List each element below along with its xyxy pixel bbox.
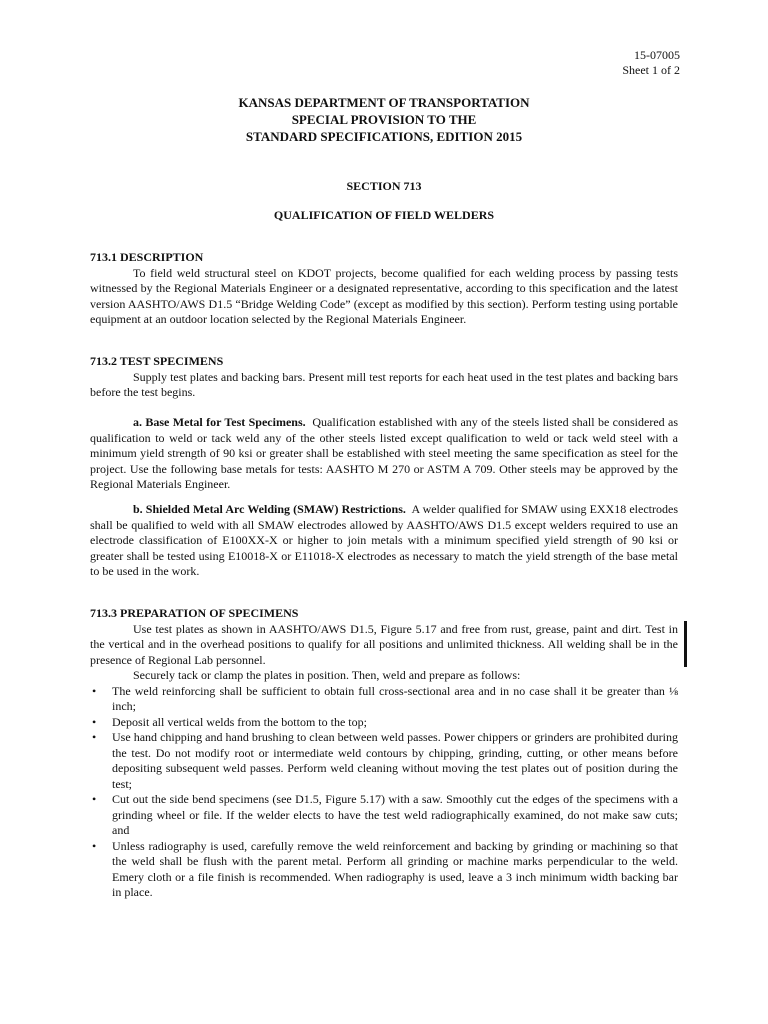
heading-713-1: 713.1 DESCRIPTION — [90, 250, 204, 264]
bullet-icon: • — [92, 683, 97, 698]
section-713-2 — [90, 354, 678, 401]
subsection-a-lead: a. Base Metal for Test Specimens. — [133, 415, 306, 429]
subsection-b-text: A welder qualified for SMAW using EXX18 electrodes shall be qualified to weld with all SMAW electrodes allowed by AASHTO/AWS D1.5 except welders required to use an electrode classification of E100XX-X or higher to join metals with a minimum specified yield strength of 90 ksi or greater shall be tested using E10018-X or E11018-X electrodes as necessary to match the yield strength of the base metal to be used in the work. — [90, 502, 678, 578]
bullet-icon: • — [92, 838, 97, 853]
list-item: • Use hand chipping and hand brushing to clean between weld passes. Power chippers or grinders are prohibited during the test. Do not modify root or intermediate weld contours by chipping, grinding, cutting, or other means before depositing subsequent weld passes. Perform weld cleaning without moving the test plates out of position during the test; — [92, 730, 678, 791]
bullet-icon: • — [92, 792, 97, 806]
heading-713-2: 713.2 TEST SPECIMENS — [90, 354, 224, 368]
subsection-b-lead: b. Shielded Metal Arc Welding (SMAW) Restrictions. — [133, 502, 406, 516]
title-line-1: KANSAS DEPARTMENT OF TRANSPORTATION — [238, 95, 530, 110]
preparation-paragraph-2: Securely tack or clamp the plates in position. Then, weld and prepare as follows: — [133, 668, 521, 682]
list-item: • Cut out the side bend specimens (see D1.5, Figure 5.17) with a saw. Smoothly cut the edges of the specimens with a grinding wheel or file. If the welder elects to have the test weld radiographically examined, do not make saw cuts; and — [92, 792, 678, 837]
section-number: SECTION 713 — [346, 179, 422, 193]
subsection-a-text: Qualification established with any of the steels listed shall be considered as qualification to weld or tack weld any of the other steels listed except qualification to weld or tack weld steel with a minimum yield strength of 90 ksi or greater shall be established with steel meeting the same specification as steel for the project. Use the following base metals for tests: AASHTO M 270 or ASTM A 709. Other steels may be approved by the Regional Materials Engineer. — [90, 415, 679, 491]
title-line-3: STANDARD SPECIFICATIONS, EDITION 2015 — [245, 129, 523, 144]
subsection-b — [90, 502, 678, 580]
list-item: • Unless radiography is used, carefully remove the weld reinforcement and backing by grinding or machining so that the weld shall be flush with the parent metal. Perform all grinding or machine marks perpendicular to the weld. Emery cloth or a file finish is recommended. When radiography is used, leave a 3 inch minimum width backing bar in place. — [92, 838, 678, 899]
section-title: QUALIFICATION OF FIELD WELDERS — [273, 208, 495, 222]
sheet-indicator: Sheet 1 of 2 — [622, 63, 680, 77]
bullet-icon: • — [92, 730, 97, 744]
preparation-paragraph-1: Use test plates as shown in AASHTO/AWS D1.5, Figure 5.17 and free from rust, grease, paint and dirt. Test in the vertical and in the overhead positions to qualify for all positions and unlimited thickness. All welding shall be in the presence of Regional Lab personnel. — [90, 621, 678, 667]
description-paragraph: To field weld structural steel on KDOT projects, become qualified for each welding process by passing tests witnessed by the Regional Materials Engineer or a designated representative, according to this specification and the latest version AASHTO/AWS D1.5 “Bridge Welding Code” (except as modified by this section). Perform testing using portable equipment at an outdoor location selected by the Regional Materials Engineer. — [90, 265, 678, 326]
heading-713-3: 713.3 PREPARATION OF SPECIMENS — [90, 606, 299, 620]
list-item: • The weld reinforcing shall be sufficient to obtain full cross-sectional area and in no case shall it be greater than ⅛ inch; — [92, 683, 678, 713]
list-item: • Deposit all vertical welds from the bottom to the top; — [92, 714, 367, 729]
document-number: 15-07005 — [634, 48, 680, 62]
title-line-2: SPECIAL PROVISION TO THE — [291, 112, 477, 127]
preparation-bullet-list — [90, 684, 678, 901]
test-specimens-paragraph: Supply test plates and backing bars. Present mill test reports for each heat used in the test plates and backing bars before the test begins. — [90, 369, 678, 399]
subsection-a — [90, 415, 678, 493]
bullet-icon: • — [92, 714, 97, 729]
revision-change-bar — [684, 621, 687, 667]
section-713-3 — [90, 606, 678, 901]
section-713-1 — [90, 250, 678, 328]
